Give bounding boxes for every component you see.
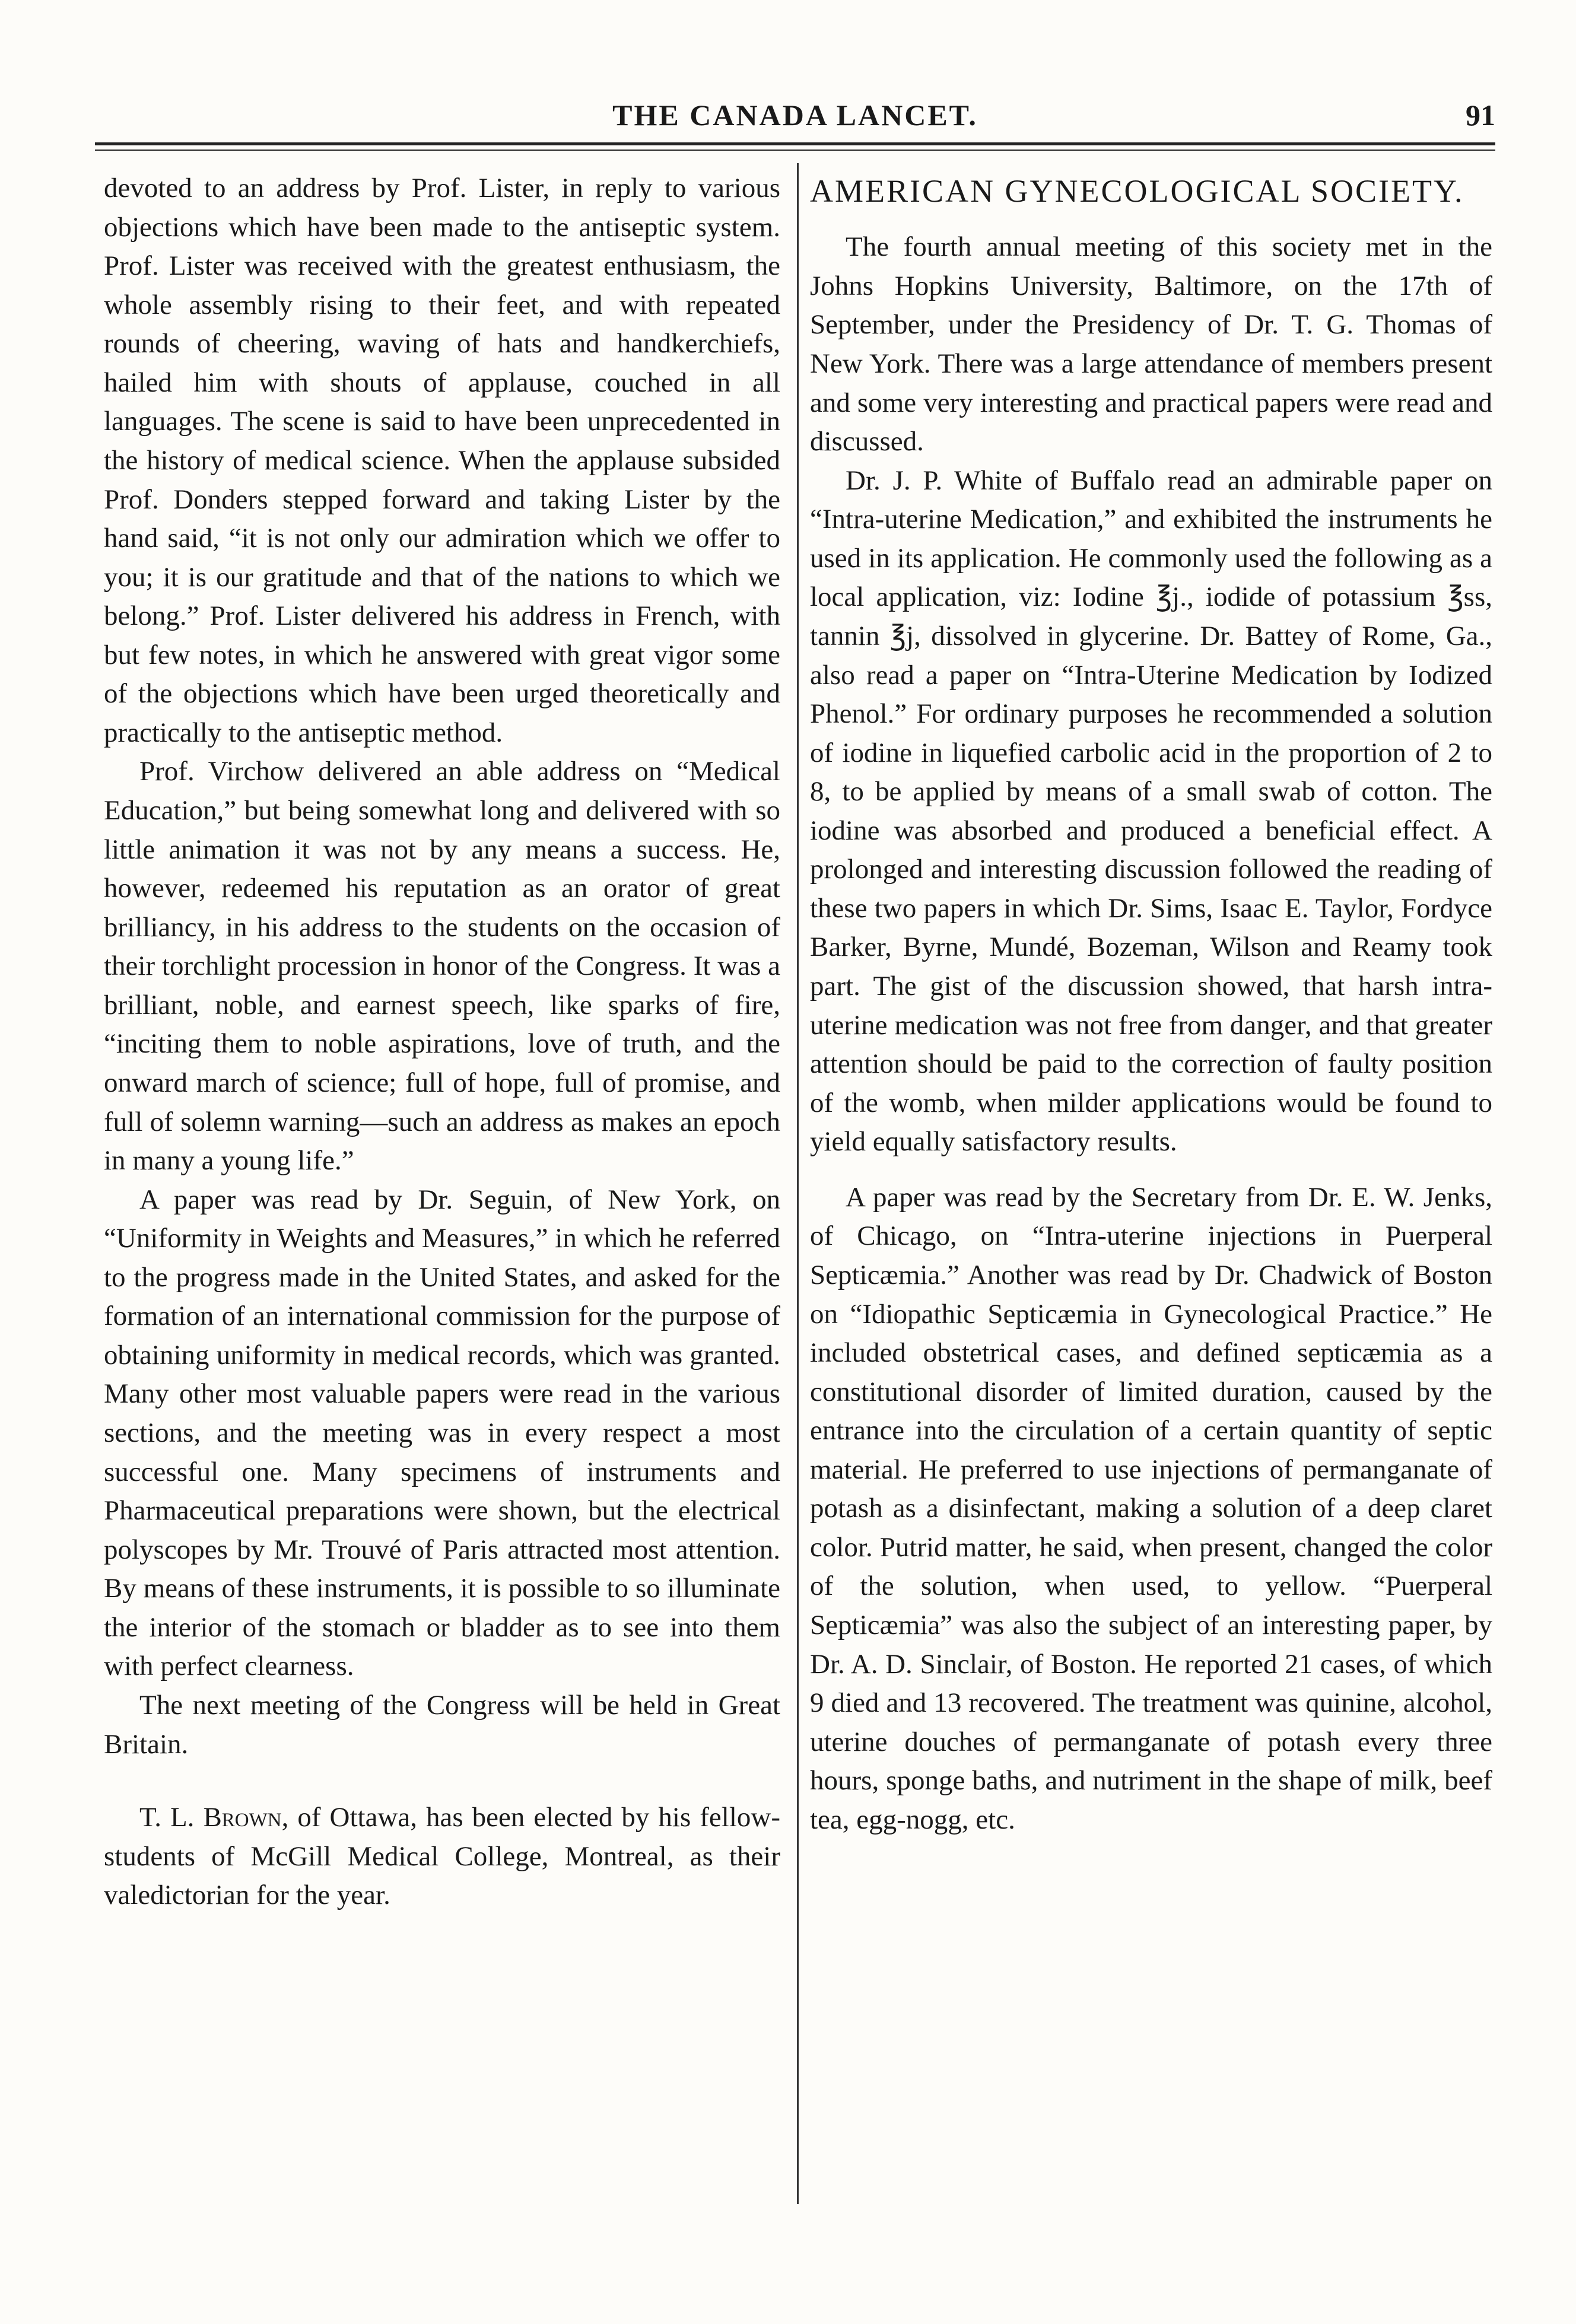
column-divider <box>797 163 799 2204</box>
paragraph: The fourth annual meeting of this society met in the Johns Hopkins University, Baltimore, on the 17th of September, under the Presidency of Dr. T. G. Thomas of New York. There was a large attendance of members present and some very interesting and practical papers were read and discussed. <box>810 231 1492 457</box>
paragraph: Dr. J. P. White of Buffalo read an admirable paper on “Intra-uterine Medication,” and exhibited the instruments he used in its application. He commonly used the following as a local application, viz: Iodine ℥j., iodide of potassium ℥ss, tannin ℥j, dissolved in glycerine. Dr. Battey of Rome, Ga., also read a paper on “Intra-Uterine Medication by Iodized Phenol.” For ordinary purposes he recommended a solution of iodine in liquefied carbolic acid in the proportion of 2 to 8, to be applied by means of a small swab of cotton. The iodine was absorbed and produced a beneficial effect. A prolonged and interesting discussion followed the reading of these two papers in which Dr. Sims, Isaac E. Taylor, Fordyce Barker, Byrne, Mundé, Bozeman, Wilson and Reamy took part. The gist of the discussion showed, that harsh intra-uterine medication was not free from danger, and that greater attention should be paid to the correction of faulty position of the womb, when milder applications would be found to yield equally satisfactory results. <box>810 465 1492 1158</box>
paragraph: A paper was read by the Secretary from Dr. E. W. Jenks, of Chicago, on “Intra-uterine injections in Puerperal Septicæmia.” Another was read by Dr. Chadwick of Boston on “Idiopathic Septicæmia in Gynecological Practice.” He included obstetrical cases, and defined septicæmia as a constitutional disorder of limited duration, caused by the entrance into the circulation of a certain quantity of septic material. He preferred to use injections of permanganate of potash as a disinfectant, making a solution of a deep claret color. Putrid matter, he said, when present, changed the color of the solution, when used, to yellow. “Puerperal Septicæmia” was also the subject of an interesting paper, by Dr. A. D. Sinclair, of Boston. He reported 21 cases, of which 9 died and 13 recovered. The treatment was quinine, alcohol, uterine douches of permanganate of potash every three hours, sponge baths, and nutriment in the shape of milk, beef tea, egg-nogg, etc. <box>810 1181 1492 1835</box>
header-rule-thick <box>95 142 1495 145</box>
right-column <box>810 169 1492 1839</box>
running-header <box>95 98 1495 139</box>
page-number: 91 <box>1466 98 1495 132</box>
paragraph: Prof. Virchow delivered an able address on “Medical Education,” but being somewhat long and delivered with so little animation it was not by any means a success. He, however, redeemed his reputation as an orator of great brilliancy, in his address to the students on the occasion of their torchlight procession in honor of the Congress. It was a brilliant, noble, and earnest speech, like sparks of fire, “inciting them to noble aspirations, love of truth, and the onward march of science; full of hope, full of promise, and full of solemn warning—such an address as makes an epoch in many a young life.” <box>104 756 780 1177</box>
notice-name: Brown <box>203 1802 282 1833</box>
notice-initials: T. L. <box>139 1802 195 1833</box>
notice-paragraph <box>104 1798 780 1915</box>
left-column <box>104 169 780 1915</box>
header-rule-thin <box>95 150 1495 151</box>
section-title: AMERICAN GYNECOLOGICAL SOCIETY. <box>810 173 1464 209</box>
paragraph: devoted to an address by Prof. Lister, in reply to various objections which have been made to the antiseptic system. Prof. Lister was received with the greatest enthusiasm, the whole assembly rising to their feet, and with repeated rounds of cheering, waving of hats and handkerchiefs, hailed him with shouts of applause, couched in all languages. The scene is said to have been unprecedented in the history of medical science. When the applause subsided Prof. Donders stepped forward and taking Lister by the hand said, “it is not only our admiration which we offer to you; it is our gratitude and that of the nations to which we belong.” Prof. Lister delivered his address in French, with but few notes, in which he answered with great vigor some of the objections which have been urged theoretically and practically to the antiseptic method. <box>104 173 780 748</box>
notice-text: , of Ottawa, has been elected by his fellow-students of McGill Medical College, Montreal, as their valedictorian for the year. <box>104 1802 780 1911</box>
paragraph: The next meeting of the Congress will be held in Great Britain. <box>104 1689 780 1760</box>
paragraph: A paper was read by Dr. Seguin, of New York, on “Uniformity in Weights and Measures,” in which he referred to the progress made in the United States, and asked for the formation of an international commission for the purpose of obtaining uniformity in medical records, which was granted. Many other most valuable papers were read in the various sections, and the meeting was in every respect a most successful one. Many specimens of instruments and Pharmaceutical preparations were shown, but the electrical polyscopes by Mr. Trouvé of Paris attracted most attention. By means of these instruments, it is possible to so illuminate the interior of the stomach or bladder as to see into them with perfect clearness. <box>104 1184 780 1682</box>
journal-title: THE CANADA LANCET. <box>612 98 978 132</box>
